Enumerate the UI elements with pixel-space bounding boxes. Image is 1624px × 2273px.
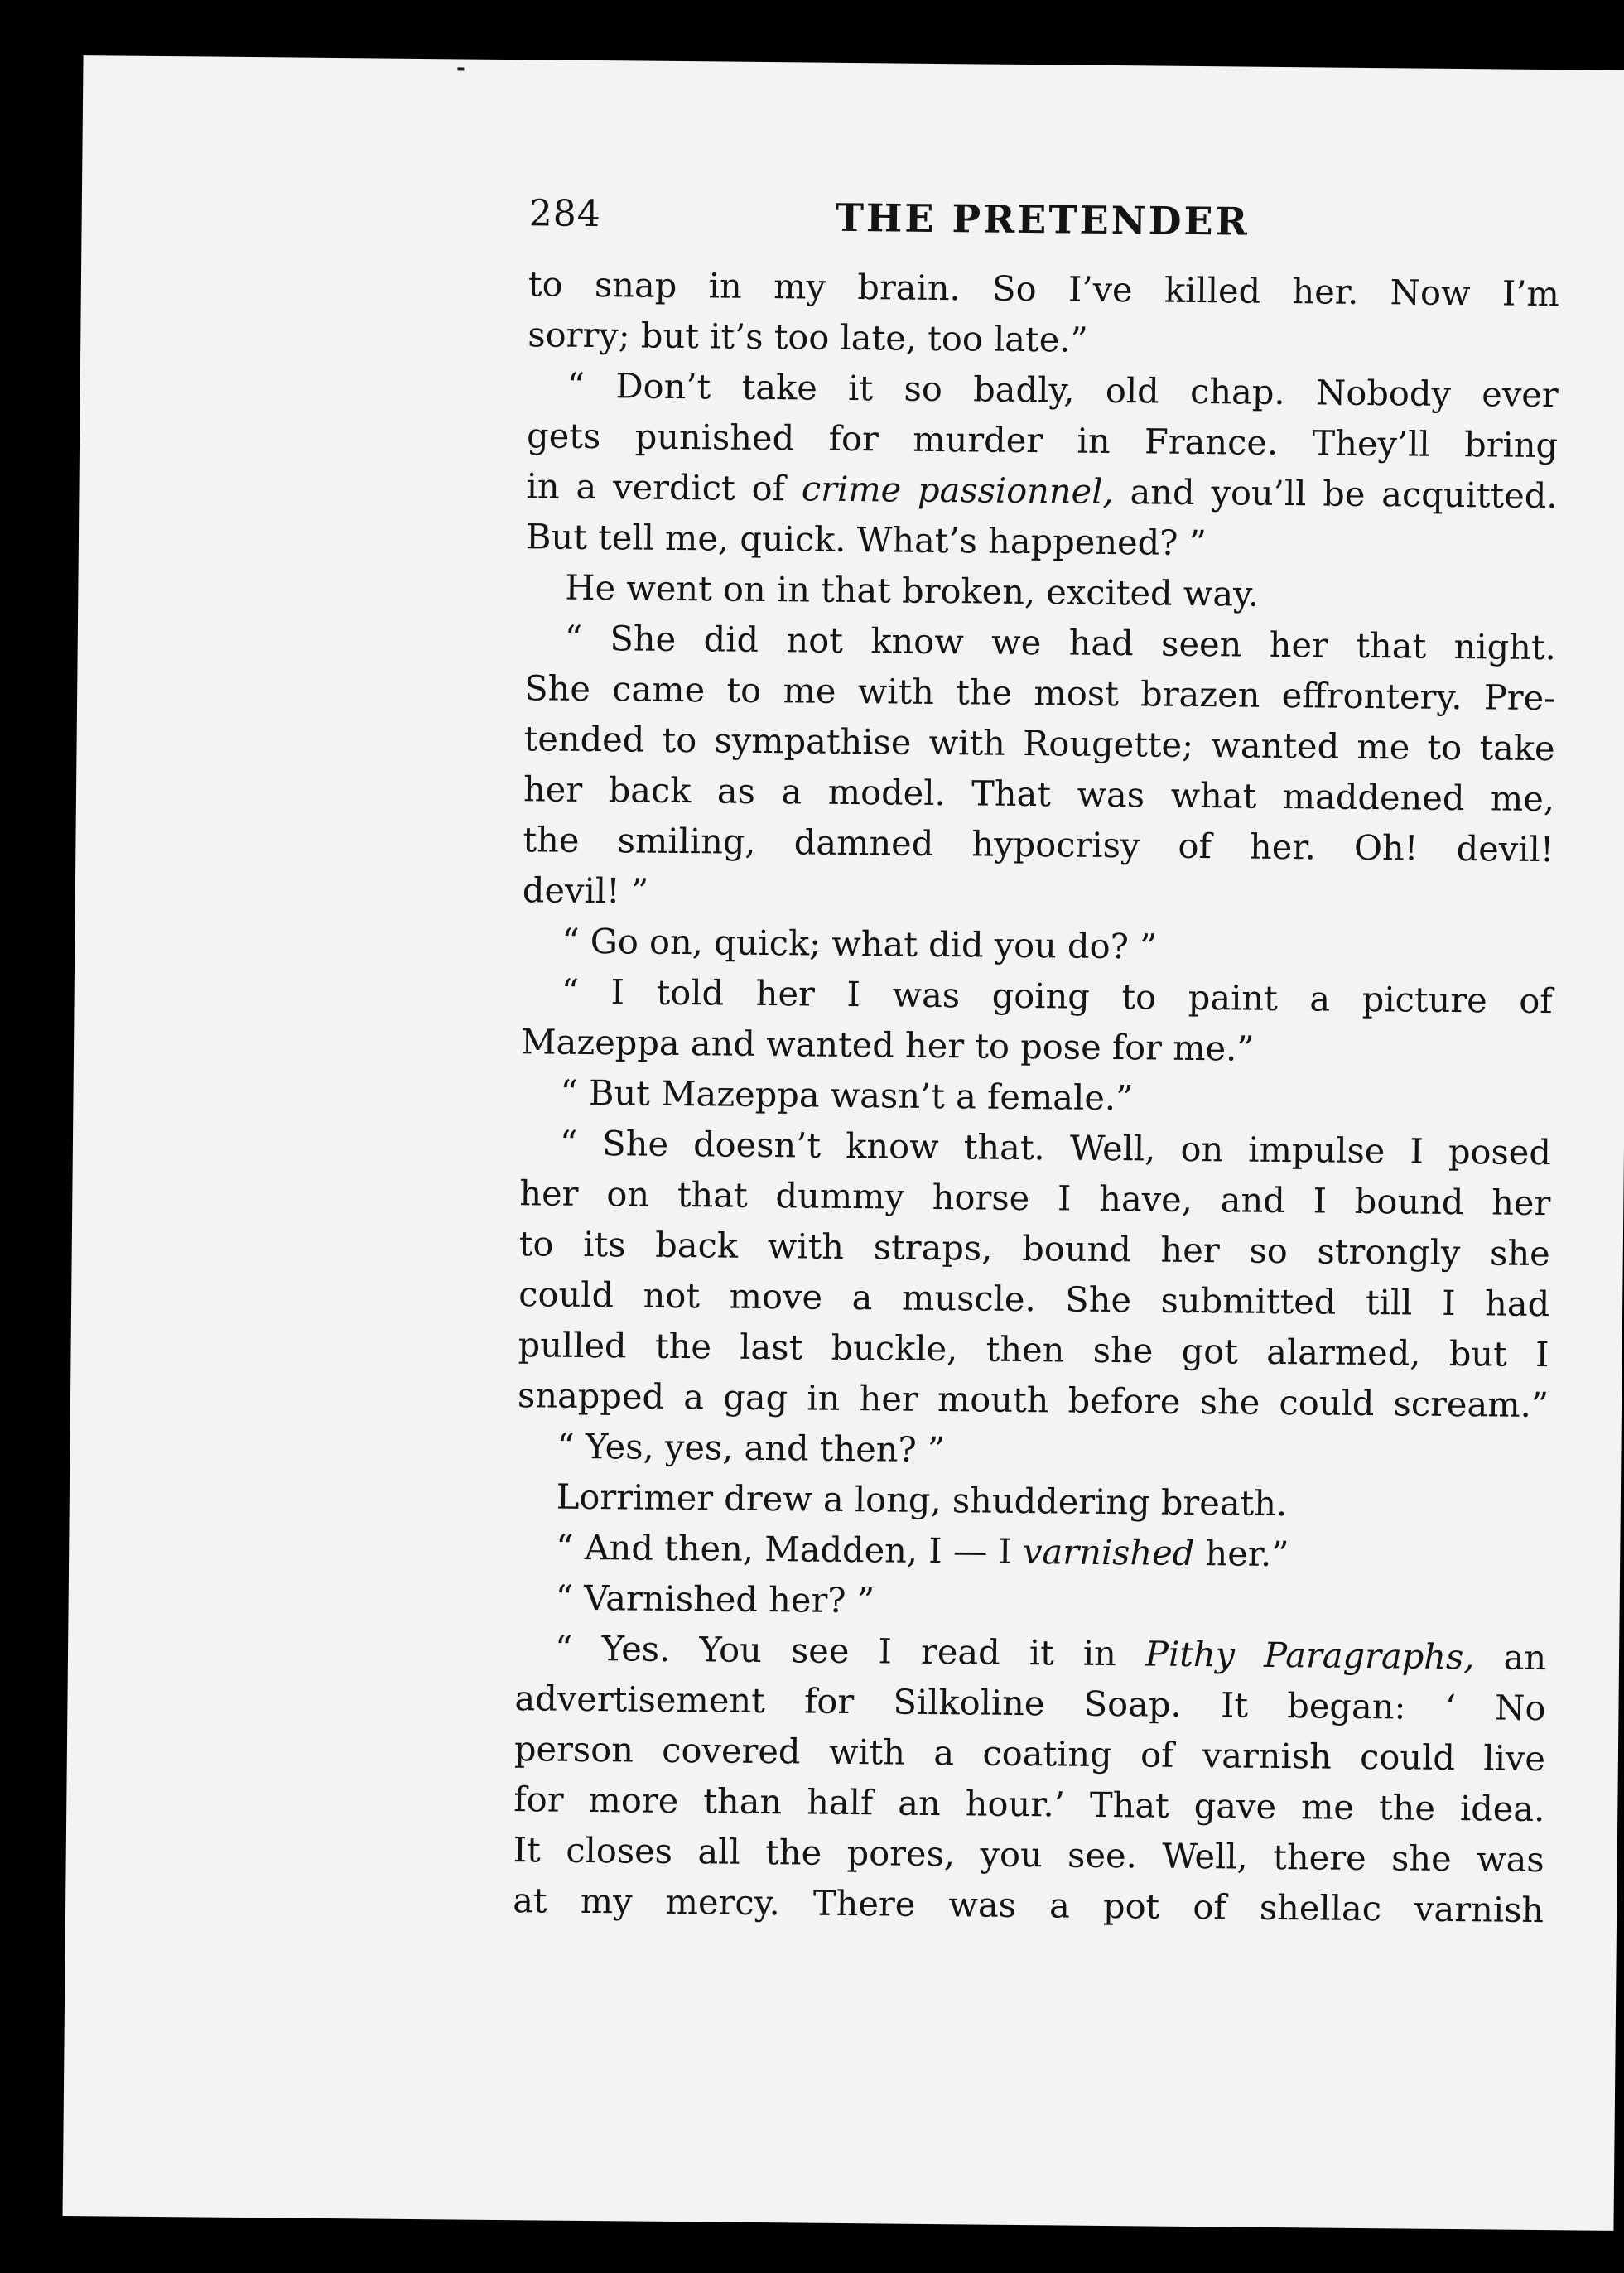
text-line: “ Yes. You see I read it in Pithy Paragraphs, an bbox=[554, 1627, 1547, 1678]
text-block bbox=[513, 192, 1560, 1935]
text-line: devil! ” bbox=[522, 869, 649, 912]
text-line: at my mercy. There was a pot of shellac varnish bbox=[512, 1880, 1544, 1931]
text-line: tended to sympathise with Rougette; wanted me to take bbox=[523, 718, 1555, 769]
running-title: THE PRETENDER bbox=[835, 195, 1251, 244]
text-line: He went on in that broken, excited way. bbox=[565, 566, 1260, 614]
body-text bbox=[513, 258, 1559, 1935]
italic-title: Pithy Paragraphs, bbox=[1145, 1633, 1475, 1678]
text-line: her back as a model. That was what maddened me, bbox=[523, 768, 1555, 820]
text-line: could not move a muscle. She submitted till I had bbox=[518, 1274, 1550, 1325]
text-line: in a verdict of crime passionnel, and you’ll be acquitted. bbox=[526, 465, 1558, 517]
text-line: to its back with straps, bound her so strongly she bbox=[518, 1223, 1550, 1274]
text-line: gets punished for murder in France. They’ll bring bbox=[526, 415, 1559, 466]
text-line: “ She doesn’t know that. Well, on impulse I posed bbox=[559, 1122, 1552, 1173]
text-line: It closes all the pores, you see. Well, there she was bbox=[513, 1829, 1544, 1881]
italic-phrase: crime passionnel, bbox=[801, 468, 1114, 513]
running-head bbox=[528, 192, 1560, 260]
text-line: “ Yes, yes, and then? ” bbox=[557, 1425, 946, 1471]
text-line: advertisement for Silkoline Soap. It began: ‘ No bbox=[514, 1678, 1546, 1729]
text-line: for more than half an hour.’ That gave me the idea. bbox=[513, 1779, 1545, 1830]
italic-word: varnished bbox=[1022, 1531, 1195, 1574]
text-line: “ Don’t take it so badly, old chap. Nobody ever bbox=[566, 364, 1559, 416]
text-line: person covered with a coating of varnish could live bbox=[513, 1728, 1546, 1779]
text-line: “ But Mazeppa wasn’t a female.” bbox=[560, 1071, 1134, 1119]
text-line: “ Go on, quick; what did you do? ” bbox=[561, 920, 1158, 967]
text-line: the smiling, damned hypocrisy of her. Oh! devil! bbox=[523, 819, 1554, 870]
text-line: Mazeppa and wanted her to pose for me.” bbox=[520, 1021, 1255, 1069]
text-line: “ And then, Madden, I — I varnished her.” bbox=[556, 1526, 1289, 1575]
text-line: But tell me, quick. What’s happened? ” bbox=[525, 516, 1207, 564]
text-line: to snap in my brain. So I’ve killed her. Now I’m bbox=[528, 263, 1560, 315]
page-number: 284 bbox=[528, 192, 601, 236]
scan-speck bbox=[457, 67, 464, 70]
text-line: “ Varnished her? ” bbox=[555, 1577, 875, 1621]
text-line: She came to me with the most brazen effrontery. Pre- bbox=[524, 667, 1556, 719]
book-page bbox=[63, 55, 1624, 2231]
text-line: her on that dummy horse I have, and I bound her bbox=[519, 1173, 1551, 1224]
text-line: Lorrimer drew a long, shuddering breath. bbox=[556, 1476, 1288, 1524]
text-line: “ I told her I was going to paint a picture of bbox=[561, 970, 1553, 1022]
text-line: sorry; but it’s too late, too late.” bbox=[528, 314, 1088, 360]
text-line: snapped a gag in her mouth before she could scream.” bbox=[517, 1375, 1549, 1426]
text-line: “ She did not know we had seen her that night. bbox=[564, 617, 1557, 668]
text-line: pulled the last buckle, then she got alarmed, but I bbox=[518, 1324, 1549, 1375]
